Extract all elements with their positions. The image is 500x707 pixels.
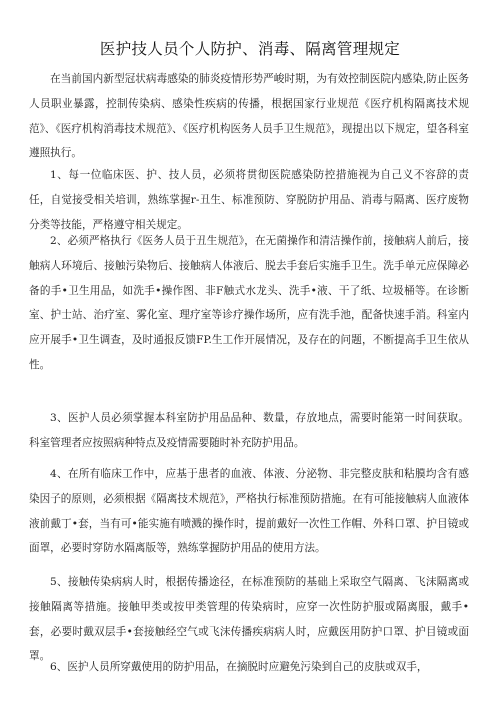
paragraph-6: 6、医护人员所穿戴使用的防护用品，在摘脱时应避免污染到自己的皮肤或双手，: [50, 661, 428, 673]
paragraph-3: 3、医护人员必须掌握本科室防护用品品种、数量，存放地点，需要时能第一时间获取。科室管理者应按照病种特点及疫情需要随时补充防护用品。: [29, 412, 469, 449]
document-title: 医护技人员个人防护、消毒、隔离管理规定: [99, 40, 401, 58]
intro-paragraph: 在当前国内新型冠状病毒感染的肺炎疫情形势严峻时期，为有效控制医院内感染,防止医务人员职业暴露，控制传染病、感染性疾病的传播，根据国家行业规范《医疗机构隔离技术规范》、《医疗机构消毒技术规范》、《医疗机构医务人员手卫生规范》，现提出以下规定，望各科室遵照执行。: [29, 73, 469, 160]
paragraph-4: 4、在所有临床工作中，应基于患者的血液、体液、分泌物、非完整皮肤和粘膜均含有感染因子的原则，必须根据《隔离技术规范》，严格执行标准预防措施。在有可能接触病人血液体液前戴丁•套，当有可•能实施有喷溅的操作时，提前戴好一次性工作帽、外科口罩、护目镜或面罩，必要时穿防水隔离版等，熟练掌握防护用品的使用方法。: [29, 468, 469, 555]
paragraph-5: 5、接触传染病病人时，根据传播途径，在标准预防的基础上采取空气隔离、飞沫隔离或接触隔离等措施。接触甲类或按甲类管理的传染病时，应穿一次性防护服或隔离服，戴手•套，必要时戴双层手•套接触经空气或飞沫传播疾病病人时，应戴医用防护口罩、护目镜或面罩。: [29, 576, 469, 663]
paragraph-2: 2、必须严格执行《医务人员于丑生规范》，在无菌操作和清洁操作前，接触病人前后，接触病人环境后、接触污染物后、接触病人体液后、脱去手套后实施手卫生。洗手单元应保障必备的手•卫生用品，如洗手•操作图、非F触式水龙头、洗手•液、干了纸、垃圾桶等。在诊断室、护士站、治疗室、雾化室、理疗室等诊疗操作场所，应有洗手池，配备快速手消。科室内应开展手•卫生调查，及时通报反馈FP.生工作开展情况，及存在的问题，不断提高手卫生依从性。: [29, 235, 469, 371]
paragraph-1: 1、每一位临床医、护、技人员，必须将贯彻医院感染防控措施视为自己义不容辞的责任，自觉接受相关培训，熟练掌握r-丑生、标准预防、穿脱防护用品、消毒与隔离、医疗废物分类等技能，严格遵守相关规定。: [29, 169, 469, 231]
